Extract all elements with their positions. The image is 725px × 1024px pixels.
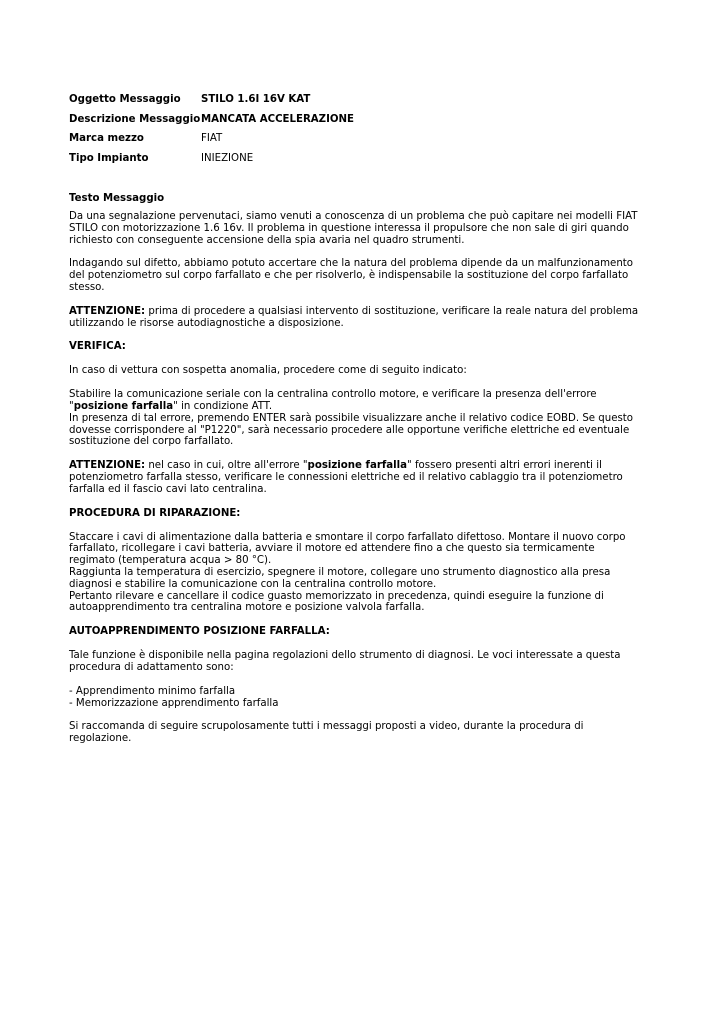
- message-metadata-table: [69, 90, 354, 168]
- paragraph-attenzione-2: [69, 460, 639, 495]
- meta-row-descrizione: [69, 110, 354, 130]
- meta-value: MANCATA ACCELERAZIONE: [201, 113, 355, 125]
- paragraph-attenzione-1: [69, 306, 639, 330]
- paragraph-presenza: In presenza di tal errore, premendo ENTER sarà possibile visualizzare anche il relativo codice EOBD. Se questo dovesse corrispondere al "P1220", sarà necessario procedere alle opportune verifiche elettriche ed eventuale sostituzione del corpo farfallato.: [69, 412, 634, 448]
- attenzione-text: prima di procedere a qualsiasi intervento di sostituzione, verificare la reale natura del problema utilizzando le risorse autodiagnostiche a disposizione.: [69, 305, 639, 329]
- meta-value: FIAT: [201, 133, 223, 145]
- paragraph-indagando: Indagando sul difetto, abbiamo potuto accertare che la natura del problema dipende da un malfunzionamento del potenziometro sul corpo farfallato e che per risolverlo, è indispensabile la sostituzione del corpo farfallato stesso.: [69, 258, 634, 293]
- text-span: " fossero presenti altri errori inerenti il potenziometro farfalla stesso, verificare le connessioni elettriche ed il relativo cablaggio tra il potenziometro farfalla ed il fascio cavi lato centralina.: [69, 460, 623, 495]
- section-heading-testo: Testo Messaggio: [69, 193, 165, 204]
- section-heading-procedura: PROCEDURA DI RIPARAZIONE:: [69, 507, 241, 519]
- paragraph-closing: Si raccomanda di seguire scrupolosamente tutti i messaggi proposti a video, durante la procedura di regolazione.: [69, 721, 584, 745]
- section-heading-autoapprendimento: AUTOAPPRENDIMENTO POSIZIONE FARFALLA:: [69, 626, 330, 638]
- attenzione-label: ATTENZIONE:: [69, 460, 146, 472]
- document-page: [69, 90, 639, 745]
- meta-label: Descrizione Messaggio: [69, 113, 201, 125]
- section-heading-verifica: VERIFICA:: [69, 341, 126, 353]
- paragraph-stabilire: [69, 389, 639, 413]
- attenzione-label: ATTENZIONE:: [69, 305, 146, 317]
- meta-value: STILO 1.6I 16V KAT: [201, 94, 311, 106]
- paragraph-procedura-3: Pertanto rilevare e cancellare il codice guasto memorizzato in precedenza, quindi eseguire la funzione di autoapprendimento tra centralina motore e posizione valvola farfalla.: [69, 590, 604, 614]
- list-item: - Memorizzazione apprendimento farfalla: [69, 697, 279, 709]
- meta-row-oggetto: [69, 90, 354, 110]
- paragraph-auto-intro: Tale funzione è disponibile nella pagina regolazioni dello strumento di diagnosi. Le voci interessate a questa procedura di adattamento sono:: [69, 650, 621, 673]
- paragraph-intro: Da una segnalazione pervenutaci, siamo venuti a conoscenza di un problema che può capitare nei modelli FIAT STILO con motorizzazione 1.6 16v. Il problema in questione interessa il propulsore che non sale di giri quando richiesto con conseguente accensione della spia avaria nel quadro strumenti.: [69, 211, 638, 246]
- text-span: nel caso in cui, oltre all'errore ": [145, 460, 308, 472]
- meta-row-marca: [69, 129, 354, 149]
- bold-term: posizione farfalla: [307, 460, 408, 472]
- meta-label: Tipo Impianto: [69, 152, 149, 164]
- meta-row-tipo: [69, 149, 354, 169]
- paragraph-verifica-intro: In caso di vettura con sospetta anomalia, procedere come di seguito indicato:: [69, 365, 467, 377]
- list-item: - Apprendimento minimo farfalla: [69, 685, 236, 697]
- meta-value: INIEZIONE: [201, 152, 254, 164]
- meta-label: Marca mezzo: [69, 133, 144, 145]
- bold-term: posizione farfalla: [73, 400, 174, 412]
- text-span: Stabilire la comunicazione seriale con la centralina controllo motore, e verificare la presenza dell'errore ": [69, 389, 597, 412]
- paragraph-procedura-2: Raggiunta la temperatura di esercizio, spegnere il motore, collegare uno strumento diagnostico alla presa diagnosi e stabilire la comunicazione con la centralina controllo motore.: [69, 566, 611, 590]
- paragraph-procedura-1: Staccare i cavi di alimentazione dalla batteria e smontare il corpo farfallato difettoso. Montare il nuovo corpo farfallato, ricollegare i cavi batteria, avviare il motore ed attendere fino a che questo sia termicamente regimato (temperatura acqua > 80 °C).: [69, 531, 626, 567]
- text-span: " in condizione ATT.: [173, 400, 273, 412]
- meta-label: Oggetto Messaggio: [69, 94, 181, 106]
